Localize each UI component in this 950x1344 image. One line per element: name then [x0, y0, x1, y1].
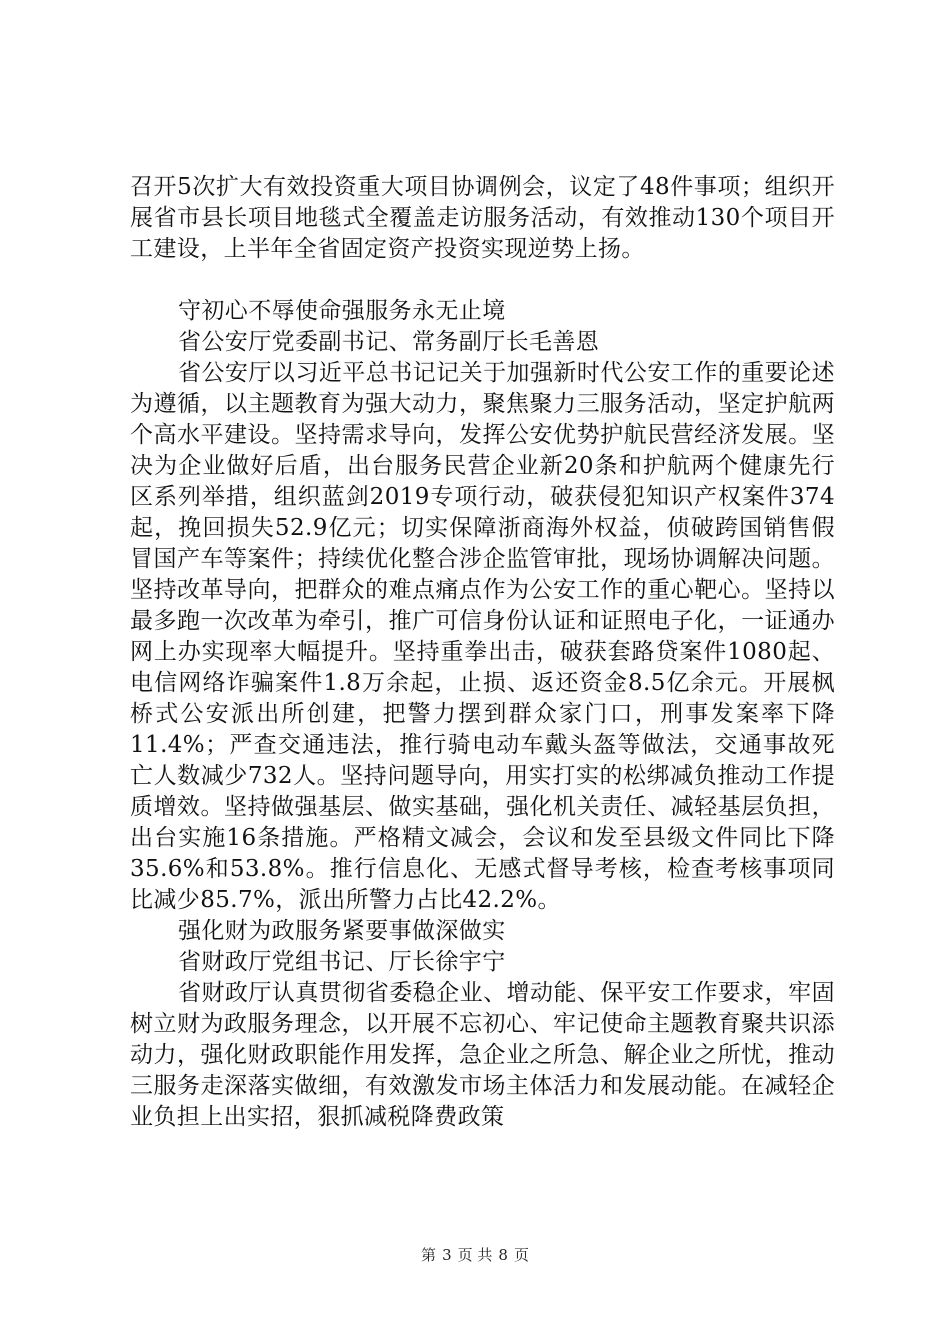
page-current: 3	[442, 1246, 452, 1264]
section-title-finance: 强化财为政服务紧要事做深做实	[178, 918, 506, 944]
section-title-police: 守初心不辱使命强服务永无止境	[178, 298, 506, 324]
paragraph-police: 省公安厅以习近平总书记记关于加强新时代公安工作的重要论述为遵循，以主题教育为强大动力，聚焦聚力三服务活动，坚定护航两个高水平建设。坚持需求导向，发挥公安优势护航民营经济发展。坚决为企业做好后盾，出台服务民营企业新20条和护航两个健康先行区系列举措，组织蓝剑2019专项行动，破获侵犯知识产权案件374起，挽回损失52.9亿元；切实保障浙商海外权益，侦破跨国销售假冒国产车等案件；持续优化整合涉企监管审批，现场协调解决问题。坚持改革导向，把群众的难点痛点作为公安工作的重心靶心。坚持以最多跑一次改革为牵引，推广可信身份认证和证照电子化，一证通办网上办实现率大幅提升。坚持重拳出击，破获套路贷案件1080起、电信网络诈骗案件1.8万余起，止损、返还资金8.5亿余元。开展枫桥式公安派出所创建，把警力摆到群众家门口，刑事发案率下降11.4%；严查交通违法，推行骑电动车戴头盔等做法，交通事故死亡人数减少732人。坚持问题导向，用实打实的松绑减负推动工作提质增效。坚持做强基层、做实基础，强化机关责任、减轻基层负担，出台实施16条措施。严格精文减会，会议和发至县级文件同比下降35.6%和53.8%。推行信息化、无感式督导考核，检查考核事项同比减少85.7%，派出所警力占比42.2%。	[130, 360, 835, 913]
body-text	[130, 172, 835, 1133]
page-prefix: 第	[421, 1246, 437, 1264]
author-finance: 省财政厅党组书记、厅长徐宇宁	[178, 949, 506, 975]
page-total: 8	[498, 1246, 508, 1264]
paragraph-intro: 召开5次扩大有效投资重大项目协调例会，议定了48件事项；组织开展省市县长项目地毯式全覆盖走访服务活动，有效推动130个项目开工建设，上半年全省固定资产投资实现逆势上扬。	[130, 174, 835, 262]
page-mid: 页 共	[457, 1246, 493, 1264]
author-police: 省公安厅党委副书记、常务副厅长毛善恩	[178, 329, 600, 355]
page-suffix: 页	[513, 1246, 529, 1264]
paragraph-finance: 省财政厅认真贯彻省委稳企业、增动能、保平安工作要求，牢固树立财为政服务理念，以开展不忘初心、牢记使命主题教育聚共识添动力，强化财政职能作用发挥，急企业之所急、解企业之所忧，推动三服务走深落实做细，有效激发市场主体活力和发展动能。在减轻企业负担上出实招，狠抓减税降费政策	[130, 980, 835, 1130]
page-footer	[0, 1244, 950, 1265]
